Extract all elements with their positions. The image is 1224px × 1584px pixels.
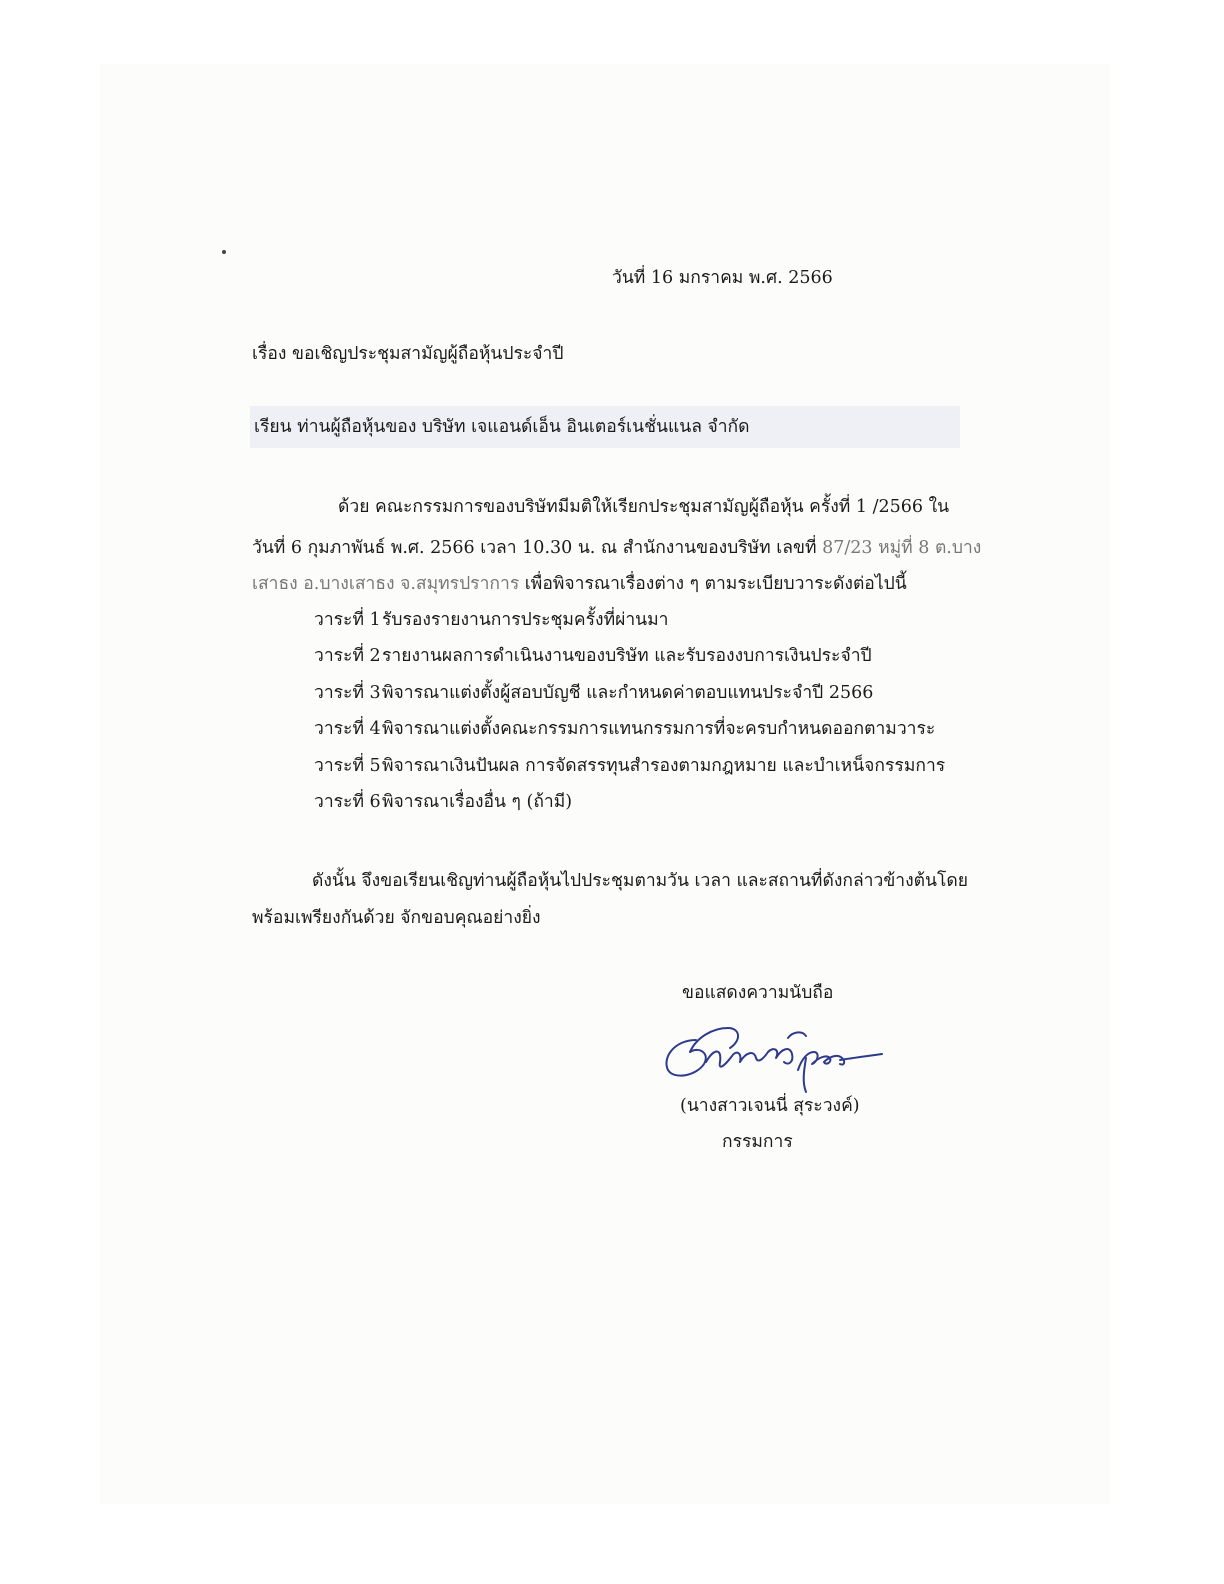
letter-subject: เรื่อง ขอเชิญประชุมสามัญผู้ถือหุ้นประจำปี	[252, 344, 564, 364]
handwritten-signature	[656, 1018, 886, 1096]
agenda-number: วาระที่ 6	[314, 791, 381, 812]
agenda-number: วาระที่ 5	[314, 755, 381, 776]
agenda-item	[314, 681, 945, 717]
signer-position: กรรมการ	[722, 1132, 793, 1152]
meeting-datetime-text: วันที่ 6 กุมภาพันธ์ พ.ศ. 2566 เวลา 10.30 น. ณ สำนักงานของบริษัท เลขที่	[252, 538, 817, 558]
agenda-list	[314, 608, 945, 826]
body-paragraph-1-line-1: ด้วย คณะกรรมการของบริษัทมีมติให้เรียกประชุมสามัญผู้ถือหุ้น ครั้งที่ 1 /2566 ใน	[338, 497, 950, 517]
body-paragraph-2-line-1: ดังนั้น จึงขอเรียนเชิญท่านผู้ถือหุ้นไปประชุมตามวัน เวลา และสถานที่ดังกล่าวข้างต้นโดย	[312, 871, 969, 891]
agenda-number: วาระที่ 3	[314, 682, 381, 703]
agenda-text: พิจารณาแต่งตั้งคณะกรรมการแทนกรรมการที่จะครบกำหนดออกตามวาระ	[382, 719, 936, 740]
agenda-item	[314, 717, 945, 753]
agenda-number: วาระที่ 4	[314, 719, 381, 740]
closing-salutation: ขอแสดงความนับถือ	[682, 983, 834, 1003]
signer-name: (นางสาวเจนนี่ สุระวงค์)	[680, 1096, 860, 1116]
agenda-item	[314, 790, 945, 826]
agenda-text: พิจารณาเงินปันผล การจัดสรรทุนสำรองตามกฎหมาย และบำเหน็จกรรมการ	[382, 755, 946, 776]
address-part-2: เสาธง อ.บางเสาธง จ.สมุทรปราการ	[252, 574, 520, 594]
scan-speck	[222, 250, 226, 254]
letter-date: วันที่ 16 มกราคม พ.ศ. 2566	[612, 268, 833, 288]
agenda-intro-text: เพื่อพิจารณาเรื่องต่าง ๆ ตามระเบียบวาระดังต่อไปนี้	[519, 574, 907, 594]
agenda-item	[314, 608, 945, 644]
agenda-text: รายงานผลการดำเนินงานของบริษัท และรับรองงบการเงินประจำปี	[382, 646, 872, 667]
body-paragraph-1-line-2	[252, 536, 981, 560]
agenda-text: รับรองรายงานการประชุมครั้งที่ผ่านมา	[382, 610, 669, 630]
agenda-item	[314, 644, 945, 680]
body-paragraph-1-line-3	[252, 572, 907, 596]
agenda-text: พิจารณาแต่งตั้งผู้สอบบัญชี และกำหนดค่าตอบแทนประจำปี 2566	[382, 682, 874, 703]
address-part-1: 87/23 หมู่ที่ 8 ต.บาง	[822, 538, 982, 558]
agenda-item	[314, 754, 945, 790]
letter-recipient: เรียน ท่านผู้ถือหุ้นของ บริษัท เจแอนด์เอ็น อินเตอร์เนชั่นแนล จำกัด	[254, 417, 750, 437]
body-paragraph-2-line-2: พร้อมเพรียงกันด้วย จักขอบคุณอย่างยิ่ง	[252, 908, 541, 928]
agenda-number: วาระที่ 2	[314, 646, 381, 667]
agenda-text: พิจารณาเรื่องอื่น ๆ (ถ้ามี)	[382, 791, 573, 812]
agenda-number: วาระที่ 1	[314, 610, 381, 630]
